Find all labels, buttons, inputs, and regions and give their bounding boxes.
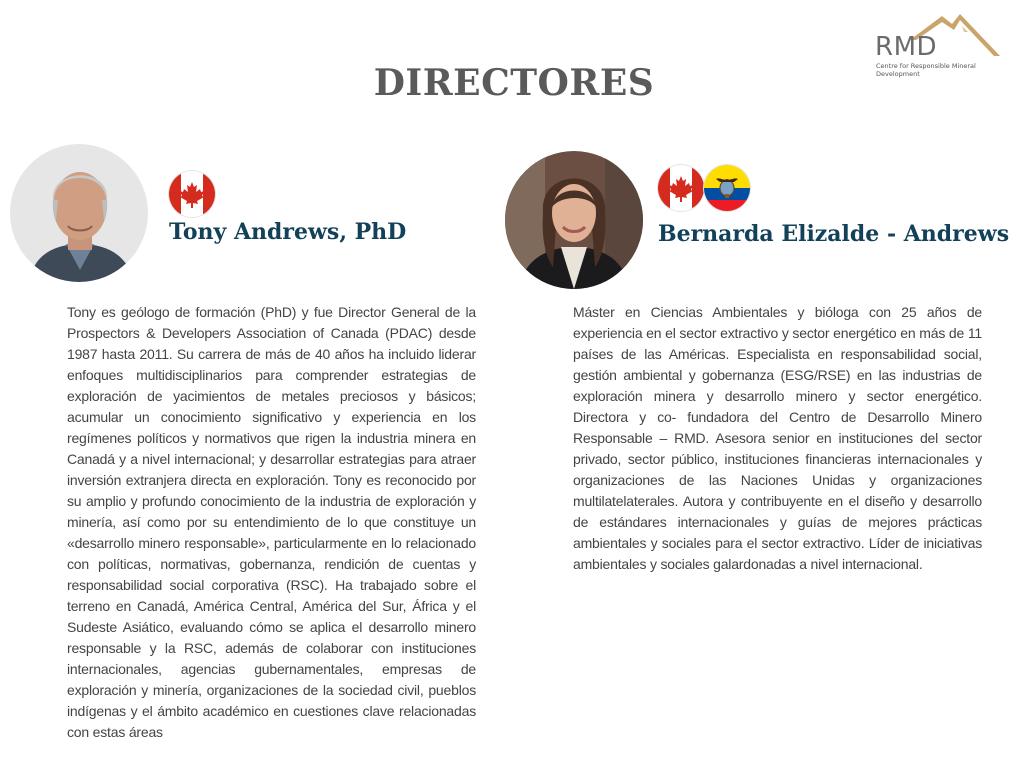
canada-flag-icon [169,171,215,217]
director-bio: Máster en Ciencias Ambientales y bióloga con 25 años de experiencia en el sector extractivo y sector energético en más de 11 países de las Américas. Especialista en responsabilidad social, gestión ambiental y gobernanza (ESG/RSE) en las industrias de exploración minera y desarrollo minero y sector energético. Directora y co- fundadora del Centro de Desarrollo Minero Responsable – RMD. Asesora senior en instituciones del sector privado, sector público, instituciones financieras internacionales y organizaciones de las Naciones Unidas y organizaciones multilatelaterales. Autora y contribuyente en el diseño y desarrollo de estándares internacionales y guías de mejores prácticas ambientales y sociales para el sector extractivo. Líder de iniciativas ambientales y sociales galardonadas a nivel internacional. [573,304,982,572]
avatar-tony-andrews [10,144,148,282]
portrait-photo-icon [10,144,148,282]
portrait-photo-icon [505,151,643,289]
director-name: Tony Andrews, PhD [169,219,407,245]
canada-flag-icon [658,165,704,211]
page-title: DIRECTORES [373,62,655,104]
ecuador-flag-icon [704,165,750,211]
director-name: Bernarda Elizalde - Andrews [658,221,1010,247]
logo-text: RMD [875,32,938,62]
logo-subtitle: Centre for Responsible Mineral Development [876,62,976,78]
avatar-bernarda-elizalde [505,151,643,289]
director-bio: Tony es geólogo de formación (PhD) y fue Director General de la Prospectors & Developers Association of Canada (PDAC) desde 1987 hasta 2011. Su carrera de más de 40 años ha incluido liderar enfoques multidisciplinarios para comprender estrategias de exploración de yacimientos de metales preciosos y básicos; acumular un conocimiento significativo y experiencia en los regímenes políticos y normativos que rigen la industria minera en Canadá y a nivel internacional; y desarrollar estrategias para atraer inversión extranjera directa en exploración. Tony es reconocido por su amplio y profundo conocimiento de la industria de exploración y minería, así como por su entendimiento de lo que constituye un «desarrollo minero responsable», particularmente en lo relacionado con políticas, normativas, gobernanza, rendición de cuentas y responsabilidad social corporativa (RSC). Ha trabajado sobre el terreno en Canadá, América Central, América del Sur, África y el Sudeste Asiático, evaluando cómo se aplica el desarrollo minero responsable y la RSC, además de colaborar con instituciones internacionales, agencias gubernamentales, empresas de exploración y minería, organizaciones de la sociedad civil, pueblos indígenas y el ámbito académico en cuestiones clave relacionadas con estas áreas [67,304,476,740]
